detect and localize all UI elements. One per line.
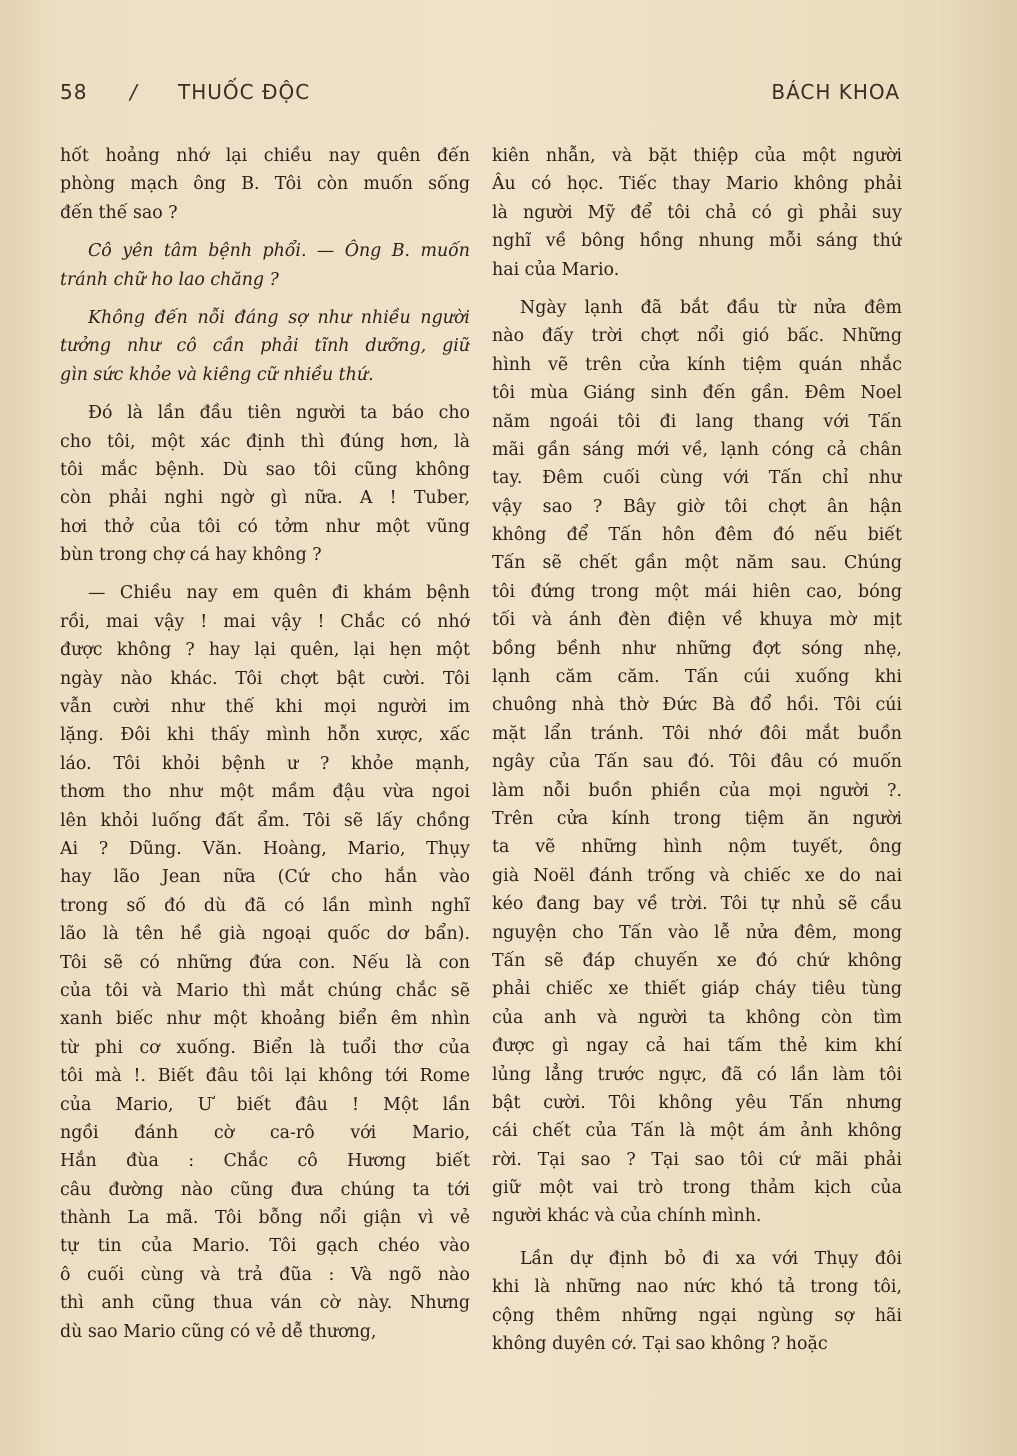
text-line: ngày nào khác. Tôi chợt bật cười. Tôi bbox=[60, 668, 470, 689]
text-line: Ai ? Dũng. Văn. Hoàng, Mario, Thụy bbox=[60, 838, 470, 859]
text-line: lặng. Đôi khi thấy mình hỗn xược, xấc bbox=[60, 725, 470, 746]
paragraph bbox=[60, 399, 470, 569]
text-line: của anh và người ta không còn tìm bbox=[492, 1007, 902, 1028]
text-line: tôi mà !. Biết đâu tôi lại không tới Rome bbox=[60, 1066, 470, 1087]
text-line: không để Tấn hôn đêm đó nếu biết bbox=[492, 525, 902, 546]
text-line: không duyên cớ. Tại sao không ? hoặc bbox=[492, 1334, 828, 1355]
header-separator: / bbox=[130, 80, 138, 104]
text-line: cái chết của Tấn là một ám ảnh không bbox=[492, 1121, 902, 1142]
text-line: cho tôi, một xác định thì đúng hơn, là bbox=[60, 431, 470, 452]
text-line: làm nỗi buồn phiền của mọi người ?. bbox=[492, 780, 902, 801]
text-line: Ngày lạnh đã bắt đầu từ nửa đêm bbox=[520, 297, 902, 318]
text-line: Đó là lần đầu tiên người ta báo cho bbox=[88, 403, 470, 424]
text-line: của Mario, Ư biết đâu ! Một lần bbox=[60, 1094, 470, 1115]
text-line: Tôi sẽ có những đứa con. Nếu là con bbox=[60, 952, 470, 973]
text-line: vẫn cười như thế khi mọi người im bbox=[60, 697, 470, 718]
text-line: lủng lẳng trước ngực, đã có lần làm tôi bbox=[492, 1064, 902, 1085]
text-line: láo. Tôi khỏi bệnh ư ? khỏe mạnh, bbox=[60, 753, 470, 774]
text-line: mặt lẩn tránh. Tôi nhớ đôi mắt buồn bbox=[492, 723, 902, 744]
text-line: câu đường nào cũng đưa chúng ta tới bbox=[60, 1179, 470, 1200]
text-line: tôi đứng trong một mái hiên cao, bóng bbox=[492, 581, 902, 602]
text-line: Trên cửa kính trong tiệm ăn người bbox=[492, 808, 902, 829]
left-column bbox=[60, 142, 470, 1346]
paragraph-gap bbox=[60, 389, 470, 399]
paragraph-gap bbox=[60, 227, 470, 237]
text-line: hình vẽ trên cửa kính tiệm quán nhắc bbox=[492, 354, 902, 375]
text-line: ô cuối cùng và trả đũa : Và ngõ nào bbox=[60, 1264, 470, 1285]
text-line: xanh biếc như một khoảng biển êm nhìn bbox=[60, 1009, 470, 1030]
paragraph bbox=[60, 579, 470, 1346]
text-line: lên khỏi luống đất ẩm. Tôi sẽ lấy chồng bbox=[60, 810, 470, 831]
text-line: già Noël đánh trống và chiếc xe do nai bbox=[492, 865, 902, 886]
text-line: Hắn đùa : Chắc cô Hương biết bbox=[60, 1151, 470, 1172]
text-line: bồng bềnh như những đợt sóng nhẹ, bbox=[492, 638, 902, 659]
paragraph-gap bbox=[60, 294, 470, 304]
text-line: tay. Đêm cuối cùng với Tấn chỉ như bbox=[492, 468, 902, 489]
text-line: Không đến nỗi đáng sợ như nhiều người bbox=[88, 307, 470, 328]
text-line: người khác và của chính mình. bbox=[492, 1206, 762, 1227]
section-title: THUỐC ĐỘC bbox=[178, 80, 311, 104]
text-line: thơm tho như một mầm đậu vừa ngoi bbox=[60, 782, 470, 803]
text-line: đến thế sao ? bbox=[60, 202, 178, 223]
text-line: tôi mắc bệnh. Dù sao tôi cũng không bbox=[60, 459, 470, 480]
text-line: vậy sao ? Bây giờ tôi chợt ân hận bbox=[492, 496, 902, 517]
text-line: nghĩ về bông hồng nhung mỗi sáng thứ bbox=[492, 231, 902, 252]
paragraph bbox=[60, 304, 470, 389]
text-line: tưởng như cô cần phải tĩnh dưỡng, giữ bbox=[60, 336, 470, 357]
text-line: lạnh căm căm. Tấn cúi xuống khi bbox=[492, 667, 902, 688]
text-line: rời. Tại sao ? Tại sao tôi cứ mãi phải bbox=[492, 1149, 902, 1170]
text-line: tôi mùa Giáng sinh đến gần. Đêm Noel bbox=[492, 383, 902, 404]
text-line: trong số đó dù đã có lần mình nghĩ bbox=[60, 895, 470, 916]
text-line: được gì ngay cả hai tấm thẻ kim khí bbox=[492, 1036, 902, 1057]
text-line: nguyện cho Tấn vào lễ nửa đêm, mong bbox=[492, 922, 902, 943]
text-line: là người Mỹ để tôi chả có gì phải suy bbox=[492, 202, 902, 223]
text-line: hay lão Jean nữa (Cứ cho hắn vào bbox=[60, 867, 470, 888]
text-line: phải chiếc xe thiết giáp cháy tiêu tùng bbox=[492, 979, 902, 1000]
right-column bbox=[492, 142, 902, 1358]
text-line: Lần dự định bỏ đi xa với Thụy đôi bbox=[520, 1248, 902, 1269]
text-line: kiên nhẫn, và bặt thiệp của một người bbox=[492, 146, 902, 166]
paragraph-gap bbox=[60, 569, 470, 579]
text-line: mãi gần sáng mới về, lạnh cóng cả chân bbox=[492, 439, 902, 460]
text-line: giữ một vai trò trong thảm kịch của bbox=[492, 1178, 902, 1199]
text-line: tối và ánh đèn điện về khuya mờ mịt bbox=[492, 610, 902, 631]
text-line: thì anh cũng thua ván cờ này. Nhưng bbox=[60, 1293, 470, 1314]
paragraph bbox=[492, 142, 902, 284]
text-line: kéo đang bay về trời. Tôi tự nhủ sẽ cầu bbox=[492, 894, 902, 915]
text-line: gìn sức khỏe và kiêng cữ nhiều thứ. bbox=[60, 364, 374, 385]
text-line: từ phi cơ xuống. Biển là tuổi thơ của bbox=[60, 1037, 470, 1058]
text-line: của tôi và Mario thì mắt chúng chắc sẽ bbox=[60, 980, 470, 1001]
text-line: còn phải nghi ngờ gì nữa. A ! Tuber, bbox=[60, 488, 470, 509]
text-line: tự tin của Mario. Tôi gạch chéo vào bbox=[60, 1236, 470, 1257]
text-line: ta vẽ những hình nộm tuyết, ông bbox=[492, 837, 902, 858]
text-line: hốt hoảng nhớ lại chiều nay quên đến bbox=[60, 146, 470, 166]
text-line: lão là tên hề già ngoại quốc dơ bẩn). bbox=[60, 924, 470, 945]
paragraph-gap bbox=[492, 1231, 902, 1245]
text-line: Tấn sẽ đáp chuyến xe đó chứ không bbox=[492, 950, 902, 971]
text-line: nào đấy trời chợt nổi gió bấc. Những bbox=[492, 326, 902, 347]
paragraph bbox=[492, 294, 902, 1231]
paragraph bbox=[492, 1245, 902, 1359]
text-line: hơi thở của tôi có tởm như một vũng bbox=[60, 516, 470, 537]
magazine-title: BÁCH KHOA bbox=[771, 80, 900, 104]
text-line: được không ? hay lại quên, lại hẹn một bbox=[60, 640, 470, 661]
text-line: Tấn sẽ chết gần một năm sau. Chúng bbox=[492, 553, 902, 574]
text-line: cộng thêm những ngại ngùng sợ hãi bbox=[492, 1305, 902, 1326]
text-line: phòng mạch ông B. Tôi còn muốn sống bbox=[60, 174, 470, 195]
paragraph-gap bbox=[492, 284, 902, 294]
text-line: bùn trong chợ cá hay không ? bbox=[60, 545, 322, 566]
text-line: ngây của Tấn sau đó. Tôi đâu có muốn bbox=[492, 752, 902, 773]
text-line: dù sao Mario cũng có vẻ dễ thương, bbox=[60, 1321, 377, 1342]
text-line: chuông nhà thờ Đức Bà đổ hồi. Tôi cúi bbox=[492, 695, 902, 716]
page-number: 58 bbox=[60, 80, 88, 104]
text-line: tránh chữ ho lao chăng ? bbox=[60, 269, 279, 290]
text-line: năm ngoái tôi đi lang thang với Tấn bbox=[492, 411, 902, 432]
text-line: rồi, mai vậy ! mai vậy ! Chắc có nhớ bbox=[60, 611, 470, 632]
text-line: Cô yên tâm bệnh phổi. — Ông B. muốn bbox=[88, 241, 470, 262]
paragraph bbox=[60, 142, 470, 227]
text-line: bật cười. Tôi không yêu Tấn nhưng bbox=[492, 1092, 902, 1113]
text-line: hai của Mario. bbox=[492, 259, 620, 280]
text-line: thành La mã. Tôi bỗng nổi giận vì vẻ bbox=[60, 1208, 470, 1229]
text-line: khi là những nao nức khó tả trong tôi, bbox=[492, 1277, 902, 1298]
text-line: — Chiều nay em quên đi khám bệnh bbox=[88, 583, 470, 604]
text-line: Âu có học. Tiếc thay Mario không phải bbox=[492, 174, 902, 195]
running-header bbox=[60, 80, 900, 110]
paragraph bbox=[60, 237, 470, 294]
text-line: ngồi đánh cờ ca-rô với Mario, bbox=[60, 1122, 470, 1143]
